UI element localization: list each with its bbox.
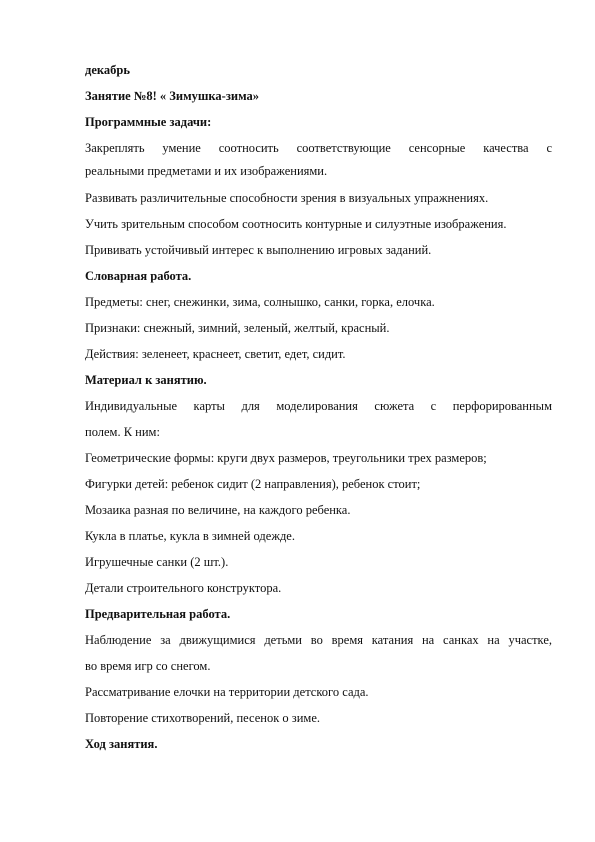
prep-line: Рассматривание елочки на территории детского сада. bbox=[85, 685, 369, 699]
program-task-line: реальными предметами и их изображениями. bbox=[85, 164, 328, 178]
prep-heading: Предварительная работа. bbox=[85, 607, 231, 621]
program-task-line: Закреплять умение соотносить соответствующие сенсорные качества с bbox=[85, 141, 552, 155]
material-line: Кукла в платье, кукла в зимней одежде. bbox=[85, 529, 295, 543]
month-label: декабрь bbox=[85, 63, 130, 77]
material-heading: Материал к занятию. bbox=[85, 373, 207, 387]
program-tasks-heading: Программные задачи: bbox=[85, 115, 212, 129]
lesson-title: Занятие №8! « Зимушка-зима» bbox=[85, 89, 259, 103]
material-line: Геометрические формы: круги двух размеров, треугольники трех размеров; bbox=[85, 451, 487, 465]
material-line: полем. К ним: bbox=[85, 425, 160, 439]
program-task-line: Учить зрительным способом соотносить контурные и силуэтные изображения. bbox=[85, 217, 507, 231]
prep-line: во время игр со снегом. bbox=[85, 659, 211, 673]
material-line: Фигурки детей: ребенок сидит (2 направления), ребенок стоит; bbox=[85, 477, 421, 491]
material-line: Детали строительного конструктора. bbox=[85, 581, 282, 595]
vocab-line: Признаки: снежный, зимний, зеленый, желтый, красный. bbox=[85, 321, 390, 335]
course-heading: Ход занятия. bbox=[85, 737, 158, 751]
vocab-line: Действия: зеленеет, краснеет, светит, едет, сидит. bbox=[85, 347, 346, 361]
vocab-heading: Словарная работа. bbox=[85, 269, 192, 283]
program-task-line: Прививать устойчивый интерес к выполнению игровых заданий. bbox=[85, 243, 432, 257]
prep-line: Наблюдение за движущимися детьми во время катания на санках на участке, bbox=[85, 633, 552, 647]
material-line: Мозаика разная по величине, на каждого ребенка. bbox=[85, 503, 351, 517]
material-line: Игрушечные санки (2 шт.). bbox=[85, 555, 229, 569]
vocab-line: Предметы: снег, снежинки, зима, солнышко, санки, горка, елочка. bbox=[85, 295, 435, 309]
program-task-line: Развивать различительные способности зрения в визуальных упражнениях. bbox=[85, 191, 489, 205]
material-line: Индивидуальные карты для моделирования сюжета с перфорированным bbox=[85, 399, 552, 413]
prep-line: Повторение стихотворений, песенок о зиме. bbox=[85, 711, 320, 725]
